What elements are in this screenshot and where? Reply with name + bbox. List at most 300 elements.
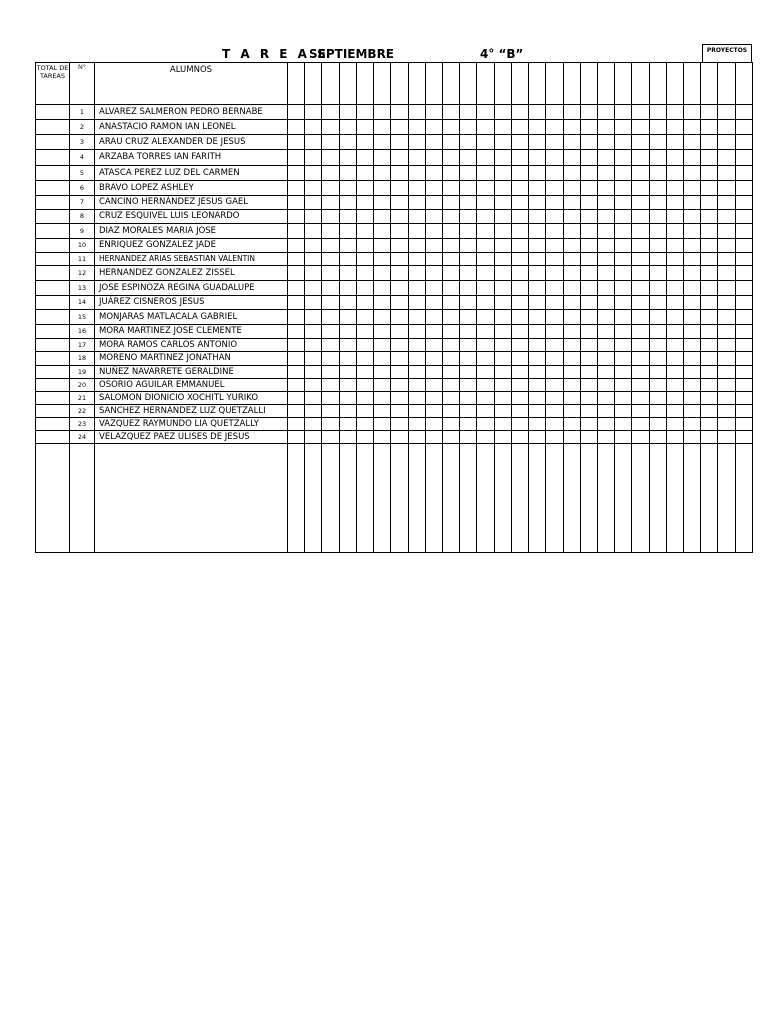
task-cell[interactable] xyxy=(684,339,701,352)
task-cell[interactable] xyxy=(391,120,408,135)
task-cell[interactable] xyxy=(735,366,752,379)
task-cell[interactable] xyxy=(546,181,563,196)
task-cell[interactable] xyxy=(580,325,597,339)
task-cell[interactable] xyxy=(477,366,494,379)
task-cell[interactable] xyxy=(615,181,632,196)
blank-cell[interactable] xyxy=(718,444,735,553)
task-cell[interactable] xyxy=(546,366,563,379)
task-cell[interactable] xyxy=(322,239,339,253)
task-cell[interactable] xyxy=(339,150,356,166)
task-cell[interactable] xyxy=(546,431,563,444)
task-cell[interactable] xyxy=(356,352,373,366)
blank-cell[interactable] xyxy=(442,444,459,553)
task-cell[interactable] xyxy=(735,379,752,392)
task-header-cell[interactable] xyxy=(425,63,442,105)
task-cell[interactable] xyxy=(580,418,597,431)
task-header-cell[interactable] xyxy=(460,63,477,105)
task-cell[interactable] xyxy=(356,281,373,296)
task-cell[interactable] xyxy=(615,239,632,253)
task-cell[interactable] xyxy=(546,105,563,120)
task-cell[interactable] xyxy=(494,325,511,339)
task-cell[interactable] xyxy=(735,296,752,310)
task-cell[interactable] xyxy=(563,266,580,281)
task-cell[interactable] xyxy=(718,366,735,379)
task-cell[interactable] xyxy=(425,281,442,296)
task-cell[interactable] xyxy=(615,266,632,281)
task-cell[interactable] xyxy=(356,120,373,135)
task-cell[interactable] xyxy=(511,224,528,239)
task-cell[interactable] xyxy=(511,196,528,210)
task-cell[interactable] xyxy=(580,431,597,444)
task-cell[interactable] xyxy=(701,325,718,339)
blank-cell[interactable] xyxy=(684,444,701,553)
task-cell[interactable] xyxy=(735,392,752,405)
task-header-cell[interactable] xyxy=(494,63,511,105)
task-cell[interactable] xyxy=(477,253,494,266)
task-cell[interactable] xyxy=(425,310,442,325)
task-cell[interactable] xyxy=(563,352,580,366)
task-cell[interactable] xyxy=(494,166,511,181)
task-cell[interactable] xyxy=(288,181,305,196)
task-cell[interactable] xyxy=(701,405,718,418)
task-cell[interactable] xyxy=(615,352,632,366)
blank-cell[interactable] xyxy=(546,444,563,553)
task-cell[interactable] xyxy=(288,379,305,392)
task-cell[interactable] xyxy=(546,392,563,405)
task-cell[interactable] xyxy=(374,105,391,120)
task-cell[interactable] xyxy=(425,150,442,166)
task-cell[interactable] xyxy=(408,239,425,253)
task-cell[interactable] xyxy=(597,196,614,210)
task-cell[interactable] xyxy=(529,339,546,352)
task-cell[interactable] xyxy=(563,105,580,120)
task-cell[interactable] xyxy=(288,392,305,405)
task-cell[interactable] xyxy=(322,296,339,310)
task-cell[interactable] xyxy=(305,296,322,310)
task-cell[interactable] xyxy=(597,181,614,196)
task-cell[interactable] xyxy=(597,366,614,379)
task-cell[interactable] xyxy=(546,379,563,392)
task-cell[interactable] xyxy=(718,135,735,150)
task-cell[interactable] xyxy=(425,210,442,224)
task-cell[interactable] xyxy=(374,196,391,210)
task-cell[interactable] xyxy=(425,120,442,135)
task-cell[interactable] xyxy=(477,405,494,418)
task-cell[interactable] xyxy=(322,352,339,366)
task-cell[interactable] xyxy=(718,196,735,210)
task-cell[interactable] xyxy=(511,150,528,166)
task-cell[interactable] xyxy=(494,266,511,281)
task-cell[interactable] xyxy=(666,181,683,196)
blank-cell[interactable] xyxy=(580,444,597,553)
task-cell[interactable] xyxy=(563,166,580,181)
task-cell[interactable] xyxy=(597,352,614,366)
task-cell[interactable] xyxy=(339,266,356,281)
task-cell[interactable] xyxy=(460,431,477,444)
task-cell[interactable] xyxy=(580,405,597,418)
task-cell[interactable] xyxy=(408,253,425,266)
task-cell[interactable] xyxy=(563,120,580,135)
task-cell[interactable] xyxy=(511,418,528,431)
task-cell[interactable] xyxy=(322,325,339,339)
task-cell[interactable] xyxy=(322,253,339,266)
total-tasks-cell[interactable] xyxy=(36,339,70,352)
task-cell[interactable] xyxy=(460,120,477,135)
task-cell[interactable] xyxy=(632,224,649,239)
task-cell[interactable] xyxy=(408,181,425,196)
task-cell[interactable] xyxy=(632,150,649,166)
task-cell[interactable] xyxy=(339,431,356,444)
task-cell[interactable] xyxy=(425,266,442,281)
task-cell[interactable] xyxy=(718,181,735,196)
task-cell[interactable] xyxy=(408,196,425,210)
task-cell[interactable] xyxy=(597,379,614,392)
task-cell[interactable] xyxy=(494,210,511,224)
task-cell[interactable] xyxy=(632,120,649,135)
task-cell[interactable] xyxy=(442,266,459,281)
task-cell[interactable] xyxy=(632,166,649,181)
task-cell[interactable] xyxy=(546,166,563,181)
task-cell[interactable] xyxy=(511,431,528,444)
task-cell[interactable] xyxy=(374,210,391,224)
task-cell[interactable] xyxy=(305,418,322,431)
task-cell[interactable] xyxy=(632,310,649,325)
task-cell[interactable] xyxy=(735,120,752,135)
task-cell[interactable] xyxy=(425,166,442,181)
blank-cell[interactable] xyxy=(529,444,546,553)
task-cell[interactable] xyxy=(529,281,546,296)
task-cell[interactable] xyxy=(701,352,718,366)
task-header-cell[interactable] xyxy=(615,63,632,105)
task-cell[interactable] xyxy=(460,418,477,431)
task-cell[interactable] xyxy=(580,135,597,150)
task-cell[interactable] xyxy=(374,296,391,310)
task-cell[interactable] xyxy=(701,392,718,405)
total-tasks-cell[interactable] xyxy=(36,105,70,120)
task-cell[interactable] xyxy=(460,266,477,281)
task-cell[interactable] xyxy=(339,352,356,366)
task-cell[interactable] xyxy=(322,105,339,120)
task-cell[interactable] xyxy=(511,135,528,150)
blank-cell[interactable] xyxy=(494,444,511,553)
task-cell[interactable] xyxy=(305,196,322,210)
task-cell[interactable] xyxy=(735,210,752,224)
task-cell[interactable] xyxy=(494,296,511,310)
task-cell[interactable] xyxy=(477,339,494,352)
task-cell[interactable] xyxy=(408,105,425,120)
task-cell[interactable] xyxy=(597,120,614,135)
task-cell[interactable] xyxy=(494,339,511,352)
task-cell[interactable] xyxy=(529,135,546,150)
task-cell[interactable] xyxy=(666,105,683,120)
task-cell[interactable] xyxy=(615,166,632,181)
task-cell[interactable] xyxy=(563,210,580,224)
task-cell[interactable] xyxy=(580,120,597,135)
task-cell[interactable] xyxy=(425,325,442,339)
task-cell[interactable] xyxy=(511,281,528,296)
task-cell[interactable] xyxy=(529,105,546,120)
task-cell[interactable] xyxy=(494,135,511,150)
task-cell[interactable] xyxy=(460,352,477,366)
task-cell[interactable] xyxy=(701,253,718,266)
blank-cell[interactable] xyxy=(356,444,373,553)
task-cell[interactable] xyxy=(511,239,528,253)
blank-cell[interactable] xyxy=(632,444,649,553)
task-cell[interactable] xyxy=(408,366,425,379)
task-cell[interactable] xyxy=(563,431,580,444)
task-cell[interactable] xyxy=(356,325,373,339)
blank-cell[interactable] xyxy=(322,444,339,553)
task-cell[interactable] xyxy=(735,135,752,150)
task-cell[interactable] xyxy=(529,150,546,166)
task-cell[interactable] xyxy=(684,181,701,196)
task-cell[interactable] xyxy=(442,150,459,166)
task-cell[interactable] xyxy=(511,310,528,325)
total-tasks-cell[interactable] xyxy=(36,150,70,166)
task-cell[interactable] xyxy=(649,253,666,266)
task-cell[interactable] xyxy=(408,325,425,339)
task-cell[interactable] xyxy=(374,224,391,239)
task-cell[interactable] xyxy=(425,418,442,431)
task-cell[interactable] xyxy=(701,431,718,444)
task-cell[interactable] xyxy=(425,224,442,239)
task-cell[interactable] xyxy=(391,366,408,379)
task-cell[interactable] xyxy=(735,325,752,339)
task-cell[interactable] xyxy=(494,105,511,120)
blank-cell[interactable] xyxy=(615,444,632,553)
task-cell[interactable] xyxy=(305,266,322,281)
task-cell[interactable] xyxy=(718,296,735,310)
task-cell[interactable] xyxy=(735,196,752,210)
task-cell[interactable] xyxy=(356,135,373,150)
task-cell[interactable] xyxy=(408,296,425,310)
task-cell[interactable] xyxy=(684,352,701,366)
task-cell[interactable] xyxy=(511,105,528,120)
task-cell[interactable] xyxy=(391,105,408,120)
task-cell[interactable] xyxy=(597,239,614,253)
task-cell[interactable] xyxy=(305,135,322,150)
task-cell[interactable] xyxy=(288,405,305,418)
task-cell[interactable] xyxy=(288,166,305,181)
task-cell[interactable] xyxy=(580,339,597,352)
task-cell[interactable] xyxy=(322,431,339,444)
task-cell[interactable] xyxy=(563,135,580,150)
task-cell[interactable] xyxy=(597,266,614,281)
total-tasks-cell[interactable] xyxy=(36,239,70,253)
task-cell[interactable] xyxy=(374,181,391,196)
task-cell[interactable] xyxy=(356,253,373,266)
task-cell[interactable] xyxy=(615,196,632,210)
task-cell[interactable] xyxy=(305,405,322,418)
task-cell[interactable] xyxy=(615,281,632,296)
blank-cell[interactable] xyxy=(597,444,614,553)
blank-cell[interactable] xyxy=(666,444,683,553)
task-cell[interactable] xyxy=(339,224,356,239)
task-cell[interactable] xyxy=(684,379,701,392)
task-cell[interactable] xyxy=(288,150,305,166)
task-cell[interactable] xyxy=(666,296,683,310)
task-cell[interactable] xyxy=(425,253,442,266)
task-cell[interactable] xyxy=(339,405,356,418)
task-cell[interactable] xyxy=(615,366,632,379)
blank-cell[interactable] xyxy=(95,444,288,553)
task-cell[interactable] xyxy=(666,379,683,392)
task-cell[interactable] xyxy=(580,379,597,392)
task-cell[interactable] xyxy=(425,296,442,310)
task-cell[interactable] xyxy=(356,181,373,196)
task-cell[interactable] xyxy=(649,296,666,310)
task-cell[interactable] xyxy=(408,150,425,166)
task-cell[interactable] xyxy=(615,120,632,135)
task-cell[interactable] xyxy=(563,392,580,405)
task-header-cell[interactable] xyxy=(632,63,649,105)
total-tasks-cell[interactable] xyxy=(36,310,70,325)
task-cell[interactable] xyxy=(546,196,563,210)
task-header-cell[interactable] xyxy=(684,63,701,105)
task-cell[interactable] xyxy=(288,310,305,325)
task-cell[interactable] xyxy=(305,281,322,296)
task-cell[interactable] xyxy=(305,150,322,166)
task-cell[interactable] xyxy=(649,339,666,352)
task-cell[interactable] xyxy=(477,120,494,135)
total-tasks-cell[interactable] xyxy=(36,431,70,444)
task-cell[interactable] xyxy=(735,281,752,296)
task-cell[interactable] xyxy=(546,296,563,310)
task-cell[interactable] xyxy=(649,325,666,339)
task-cell[interactable] xyxy=(632,239,649,253)
task-cell[interactable] xyxy=(305,431,322,444)
total-tasks-cell[interactable] xyxy=(36,210,70,224)
task-cell[interactable] xyxy=(511,266,528,281)
task-cell[interactable] xyxy=(684,253,701,266)
task-cell[interactable] xyxy=(477,135,494,150)
task-cell[interactable] xyxy=(718,266,735,281)
task-cell[interactable] xyxy=(580,366,597,379)
task-cell[interactable] xyxy=(374,253,391,266)
task-cell[interactable] xyxy=(580,281,597,296)
task-cell[interactable] xyxy=(546,120,563,135)
task-cell[interactable] xyxy=(511,253,528,266)
total-tasks-cell[interactable] xyxy=(36,352,70,366)
task-cell[interactable] xyxy=(666,239,683,253)
blank-cell[interactable] xyxy=(36,444,70,553)
task-cell[interactable] xyxy=(666,310,683,325)
task-cell[interactable] xyxy=(305,366,322,379)
task-cell[interactable] xyxy=(701,239,718,253)
task-cell[interactable] xyxy=(305,224,322,239)
task-cell[interactable] xyxy=(666,281,683,296)
task-cell[interactable] xyxy=(632,181,649,196)
task-cell[interactable] xyxy=(408,352,425,366)
task-cell[interactable] xyxy=(442,135,459,150)
task-cell[interactable] xyxy=(546,310,563,325)
task-cell[interactable] xyxy=(615,105,632,120)
task-header-cell[interactable] xyxy=(442,63,459,105)
task-cell[interactable] xyxy=(339,379,356,392)
blank-cell[interactable] xyxy=(305,444,322,553)
task-cell[interactable] xyxy=(649,281,666,296)
task-cell[interactable] xyxy=(305,325,322,339)
task-cell[interactable] xyxy=(356,166,373,181)
task-cell[interactable] xyxy=(460,325,477,339)
task-cell[interactable] xyxy=(735,224,752,239)
task-cell[interactable] xyxy=(511,166,528,181)
task-cell[interactable] xyxy=(339,196,356,210)
task-cell[interactable] xyxy=(442,224,459,239)
task-header-cell[interactable] xyxy=(649,63,666,105)
task-cell[interactable] xyxy=(288,266,305,281)
task-cell[interactable] xyxy=(374,431,391,444)
task-cell[interactable] xyxy=(701,120,718,135)
task-cell[interactable] xyxy=(460,150,477,166)
task-cell[interactable] xyxy=(735,431,752,444)
task-cell[interactable] xyxy=(632,325,649,339)
task-cell[interactable] xyxy=(615,135,632,150)
task-cell[interactable] xyxy=(615,224,632,239)
task-cell[interactable] xyxy=(339,392,356,405)
task-cell[interactable] xyxy=(684,418,701,431)
task-cell[interactable] xyxy=(442,405,459,418)
task-cell[interactable] xyxy=(735,352,752,366)
task-cell[interactable] xyxy=(684,310,701,325)
task-cell[interactable] xyxy=(374,405,391,418)
task-cell[interactable] xyxy=(339,166,356,181)
task-cell[interactable] xyxy=(580,224,597,239)
task-cell[interactable] xyxy=(563,405,580,418)
task-cell[interactable] xyxy=(597,325,614,339)
task-cell[interactable] xyxy=(684,325,701,339)
task-cell[interactable] xyxy=(322,150,339,166)
task-cell[interactable] xyxy=(718,325,735,339)
task-cell[interactable] xyxy=(288,418,305,431)
task-cell[interactable] xyxy=(580,105,597,120)
task-cell[interactable] xyxy=(597,310,614,325)
task-cell[interactable] xyxy=(288,296,305,310)
task-cell[interactable] xyxy=(391,325,408,339)
task-cell[interactable] xyxy=(322,181,339,196)
task-cell[interactable] xyxy=(684,405,701,418)
task-cell[interactable] xyxy=(288,135,305,150)
task-cell[interactable] xyxy=(494,253,511,266)
task-cell[interactable] xyxy=(666,418,683,431)
task-cell[interactable] xyxy=(701,296,718,310)
task-header-cell[interactable] xyxy=(546,63,563,105)
task-cell[interactable] xyxy=(477,379,494,392)
task-cell[interactable] xyxy=(684,135,701,150)
task-cell[interactable] xyxy=(356,105,373,120)
task-cell[interactable] xyxy=(374,266,391,281)
task-cell[interactable] xyxy=(649,120,666,135)
task-cell[interactable] xyxy=(442,296,459,310)
task-cell[interactable] xyxy=(684,120,701,135)
task-cell[interactable] xyxy=(460,105,477,120)
task-cell[interactable] xyxy=(632,405,649,418)
task-cell[interactable] xyxy=(735,339,752,352)
task-cell[interactable] xyxy=(494,281,511,296)
task-cell[interactable] xyxy=(649,310,666,325)
task-cell[interactable] xyxy=(511,210,528,224)
total-tasks-cell[interactable] xyxy=(36,181,70,196)
task-cell[interactable] xyxy=(615,339,632,352)
task-cell[interactable] xyxy=(408,135,425,150)
task-cell[interactable] xyxy=(460,181,477,196)
task-cell[interactable] xyxy=(408,120,425,135)
task-header-cell[interactable] xyxy=(511,63,528,105)
task-cell[interactable] xyxy=(546,253,563,266)
task-cell[interactable] xyxy=(580,392,597,405)
blank-cell[interactable] xyxy=(701,444,718,553)
task-cell[interactable] xyxy=(615,253,632,266)
